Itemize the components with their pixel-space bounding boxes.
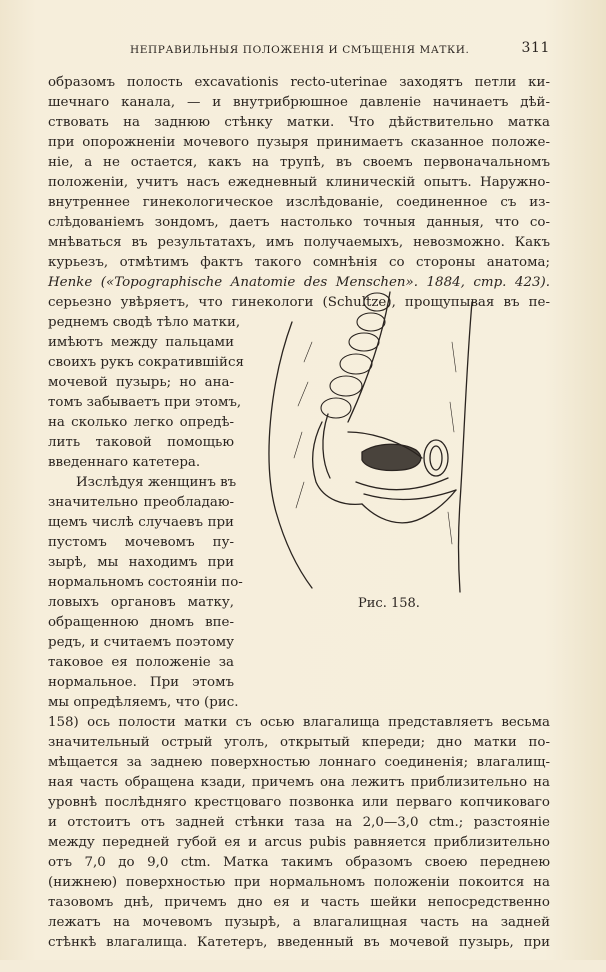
text-line: обращенною дномъ впе- <box>48 615 234 630</box>
text-line: между передней губой ея и arcus pubis равняется приблизительно <box>48 835 550 850</box>
text-line: ствовать на заднюю стѣнку матки. Что дѣйствительно матка <box>48 115 550 130</box>
text-line: и отстоитъ отъ задней стѣнки таза на 2,0—3,0 ctm.; разстояніе <box>48 815 550 830</box>
text-line: лить таковой помощью <box>48 435 234 450</box>
text-line: ніе, а не остается, какъ на трупѣ, въ своемъ первоначальномъ <box>48 155 550 170</box>
text-line: ловыхъ органовъ матку, <box>48 595 234 610</box>
text-line: мочевой пузырь; но ана- <box>48 375 234 390</box>
text-line: стѣнкѣ влагалища. Катетеръ, введенный въ мочевой пузырь, при <box>48 935 550 950</box>
text-line: введеннаго катетера. <box>48 455 201 470</box>
text-line: мѣщается за заднею поверхностью лоннаго соединенія; влагалищ- <box>48 755 550 770</box>
page-number: 311 <box>521 40 550 56</box>
pelvis-section-figure <box>252 282 482 600</box>
text-line: положеніи, учитъ насъ ежедневный клиническій опытъ. Наружно- <box>48 175 550 190</box>
text-line: пустомъ мочевомъ пу- <box>48 535 234 550</box>
text-line: значительно преобладаю- <box>48 495 234 510</box>
figure-caption: Рис. 158. <box>358 596 420 611</box>
text-line: (нижнею) поверхностью при нормальномъ положеніи покоится на <box>48 875 550 890</box>
text-line: Изслѣдуя женщинъ въ <box>76 475 237 490</box>
text-line: на сколько легко опредѣ- <box>48 415 234 430</box>
text-line: лежатъ на мочевомъ пузырѣ, а влагалищная часть на задней <box>48 915 550 930</box>
text-line: своихъ рукъ сократившійся <box>48 355 244 370</box>
text-line-citation: Henke («Topographische Anatomie des Menschen». 1884, стр. 423). <box>48 275 550 290</box>
text-line: курьезъ, отмѣтимъ фактъ такого сомнѣнія со стороны анатома; <box>48 255 550 270</box>
text-line: нормальномъ состояніи по- <box>48 575 243 590</box>
text-line: ная часть обращена кзади, причемъ она лежитъ приблизительно на <box>48 775 550 790</box>
text-line: зырѣ, мы находимъ при <box>48 555 234 570</box>
text-line: имѣютъ между пальцами <box>48 335 234 350</box>
text-line: 158) ось полости матки съ осью влагалища представляетъ весьма <box>48 715 550 730</box>
running-head: НЕПРАВИЛЬНЫЯ ПОЛОЖЕНІЯ И СМЪЩЕНІЯ МАТКИ. <box>130 44 470 56</box>
text-line: нормальное. При этомъ <box>48 675 234 690</box>
text-line: внутреннее гинекологическое изслѣдованіе, соединенное съ из- <box>48 195 550 210</box>
text-line: томъ забываетъ при этомъ, <box>48 395 242 410</box>
text-line: при опорожненіи мочевого пузыря принимаетъ сказанное положе- <box>48 135 550 150</box>
text-line: щемъ числѣ случаевъ при <box>48 515 234 530</box>
text-line: мнѣваться въ результатахъ, имъ получаемыхъ, невозможно. Какъ <box>48 235 550 250</box>
text-line: шечнаго канала, — и внутрибрюшное давленіе начинаетъ дѣй- <box>48 95 550 110</box>
text-line: тазовомъ днѣ, причемъ дно ея и часть шейки непосредственно <box>48 895 550 910</box>
text-line: уровнѣ послѣдняго крестцоваго позвонка или перваго копчиковаго <box>48 795 550 810</box>
text-line: редъ, и считаемъ поэтому <box>48 635 234 650</box>
text-line: отъ 7,0 до 9,0 ctm. Матка такимъ образомъ своею переднею <box>48 855 550 870</box>
text-line: таковое ея положеніе за <box>48 655 234 670</box>
text-line: слѣдованіемъ зондомъ, даетъ настолько точныя данныя, что со- <box>48 215 550 230</box>
text-line: значительный острый уголъ, открытый кпереди; дно матки по- <box>48 735 550 750</box>
text-line: образомъ полость excavationis recto-uterinae заходятъ петли ки- <box>48 75 550 90</box>
text-line: серьезно увѣряетъ, что гинекологи (Schultze), прощупывая въ пе- <box>48 295 550 310</box>
text-line: мы опредѣляемъ, что (рис. <box>48 695 239 710</box>
text-line: реднемъ сводѣ тѣло матки, <box>48 315 241 330</box>
